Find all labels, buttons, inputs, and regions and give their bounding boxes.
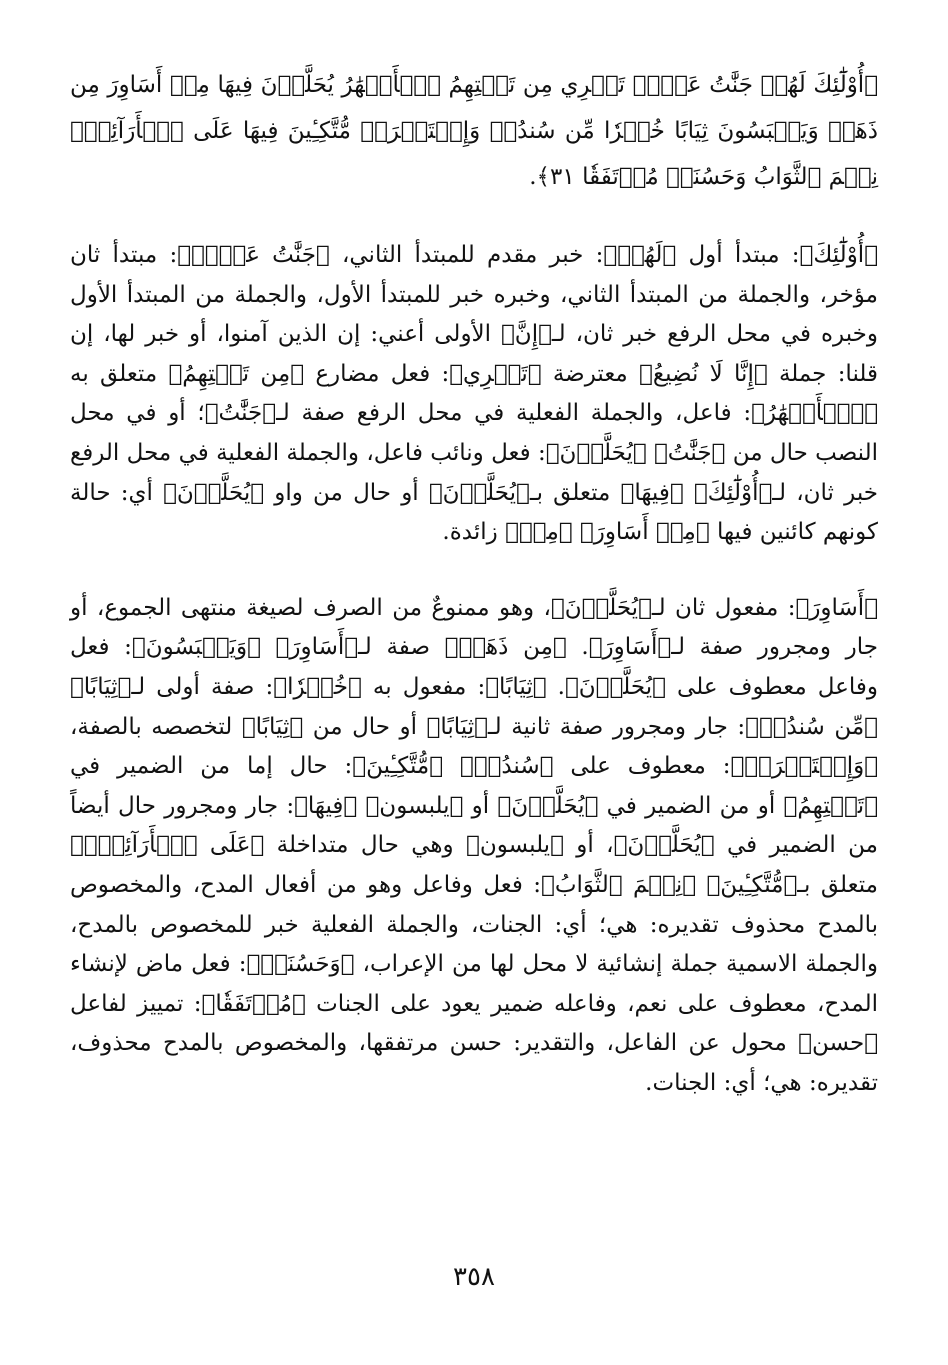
page-body: [70, 62, 878, 1139]
paragraph-2: ﴿أَسَاوِرَ﴾: مفعول ثان لـ﴿يُحَلَّوۡنَ﴾، وهو ممنوعٌ من الصرف لصيغة منتهى الجموع، أو جار ومجرور صفة لـ﴿أَسَاوِرَ﴾. ﴿مِن ذَهَبٖ﴾ صفة لـ﴿أَسَاوِرَ﴾ ﴿وَيَلۡبَسُونَ﴾: فعل وفاعل معطوف على ﴿يُحَلَّوۡنَ﴾. ﴿ثِيَابًا﴾: مفعول به ﴿خُضۡرٗا﴾: صفة أولى لـ﴿ثِيَابًا﴾ ﴿مِّن سُندُسٖ﴾: جار ومجرور صفة ثانية لـ﴿ثِيَابًا﴾ أو حال من ﴿ثِيَابًا﴾ لتخصصه بالصفة، ﴿وَإِسۡتَبۡرَقٖ﴾: معطوف على ﴿سُندُسٖ﴾ ﴿مُّتَّكِـِٔينَ﴾: حال إما من الضمير في ﴿تَحۡتِهِمُ﴾ أو من الضمير في ﴿يُحَلَّوۡنَ﴾ أو ﴿يلبسون﴾ ﴿فِيهَا﴾: جار ومجرور حال أيضاً من الضمير في ﴿يُحَلَّوۡنَ﴾، أو ﴿يلبسون﴾ وهي حال متداخلة ﴿عَلَى ٱلۡأَرَآئِكِۚ﴾ متعلق بـ﴿مُّتَّكِـِٔينَ﴾ ﴿نِعۡمَ ٱلثَّوَابُ﴾: فعل وفاعل وهو من أفعال المدح، والمخصوص بالمدح محذوف تقديره: هي؛ أي: الجنات، والجملة الفعلية خبر للمخصوص بالمدح، والجملة الاسمية جملة إنشائية لا محل لها من الإعراب، ﴿وَحَسُنَتۡ﴾: فعل ماض لإنشاء المدح، معطوف على نعم، وفاعله ضمير يعود على الجنات ﴿مُرۡتَفَقٗا﴾: تمييز لفاعل ﴿حسن﴾ محول عن الفاعل، والتقدير: حسن مرتفقها، والمخصوص بالمدح محذوف، تقديره: هي؛ أي: الجنات.: [70, 594, 878, 1096]
paragraph-1: ﴿أُوْلَٰٓئِكَ﴾: مبتدأ أول ﴿لَهُمۡ﴾: خبر مقدم للمبتدأ الثاني، ﴿جَنَّٰتُ عَدۡنٖ﴾: مبتدأ ثان مؤخر، والجملة من المبتدأ الثاني، وخبره خبر للمبتدأ الأول، والجملة من المبتدأ الأول وخبره في محل الرفع خبر ثان، لـ﴿إِنَّ﴾ الأولى أعني: إن الذين آمنوا، أو خبر لها، إن قلنا: جملة ﴿إِنَّا لَا نُضِيعُ﴾ معترضة ﴿تَجۡرِي﴾: فعل مضارع ﴿مِن تَحۡتِهِمُ﴾ متعلق به ﴿ٱلۡأَنۡهَٰرُ﴾: فاعل، والجملة الفعلية في محل الرفع صفة لـ﴿جَنَّٰتُ﴾؛ أو في محل النصب حال من ﴿جَنَّٰتُ﴾ ﴿يُحَلَّوۡنَ﴾: فعل ونائب فاعل، والجملة الفعلية في محل الرفع خبر ثان، لـ﴿أُوْلَٰٓئِكَ﴾ ﴿فِيهَا﴾ متعلق بـ﴿يُحَلَّوۡنَ﴾ أو حال من واو ﴿يُحَلَّوۡنَ﴾ أي: حالة كونهم كائنين فيها ﴿مِنۡ أَسَاوِرَ﴾ ﴿مِنۡ﴾ زائدة.: [70, 242, 878, 546]
page-number: ٣٥٨: [453, 1262, 495, 1292]
quran-verse: ﴿أُوْلَٰٓئِكَ لَهُمۡ جَنَّٰتُ عَدۡنٖ تَجۡرِي مِن تَحۡتِهِمُ ٱلۡأَنۡهَٰرُ يُحَلَّوۡنَ فِيهَا مِنۡ أَسَاوِرَ مِن ذَهَبٖ وَيَلۡبَسُونَ ثِيَابًا خُضۡرٗا مِّن سُندُسٖ وَإِسۡتَبۡرَقٖ مُّتَّكِـِٔينَ فِيهَا عَلَى ٱلۡأَرَآئِكِۚ نِعۡمَ ٱلثَّوَابُ وَحَسُنَتۡ مُرۡتَفَقٗا ٣١﴾.: [70, 72, 878, 190]
